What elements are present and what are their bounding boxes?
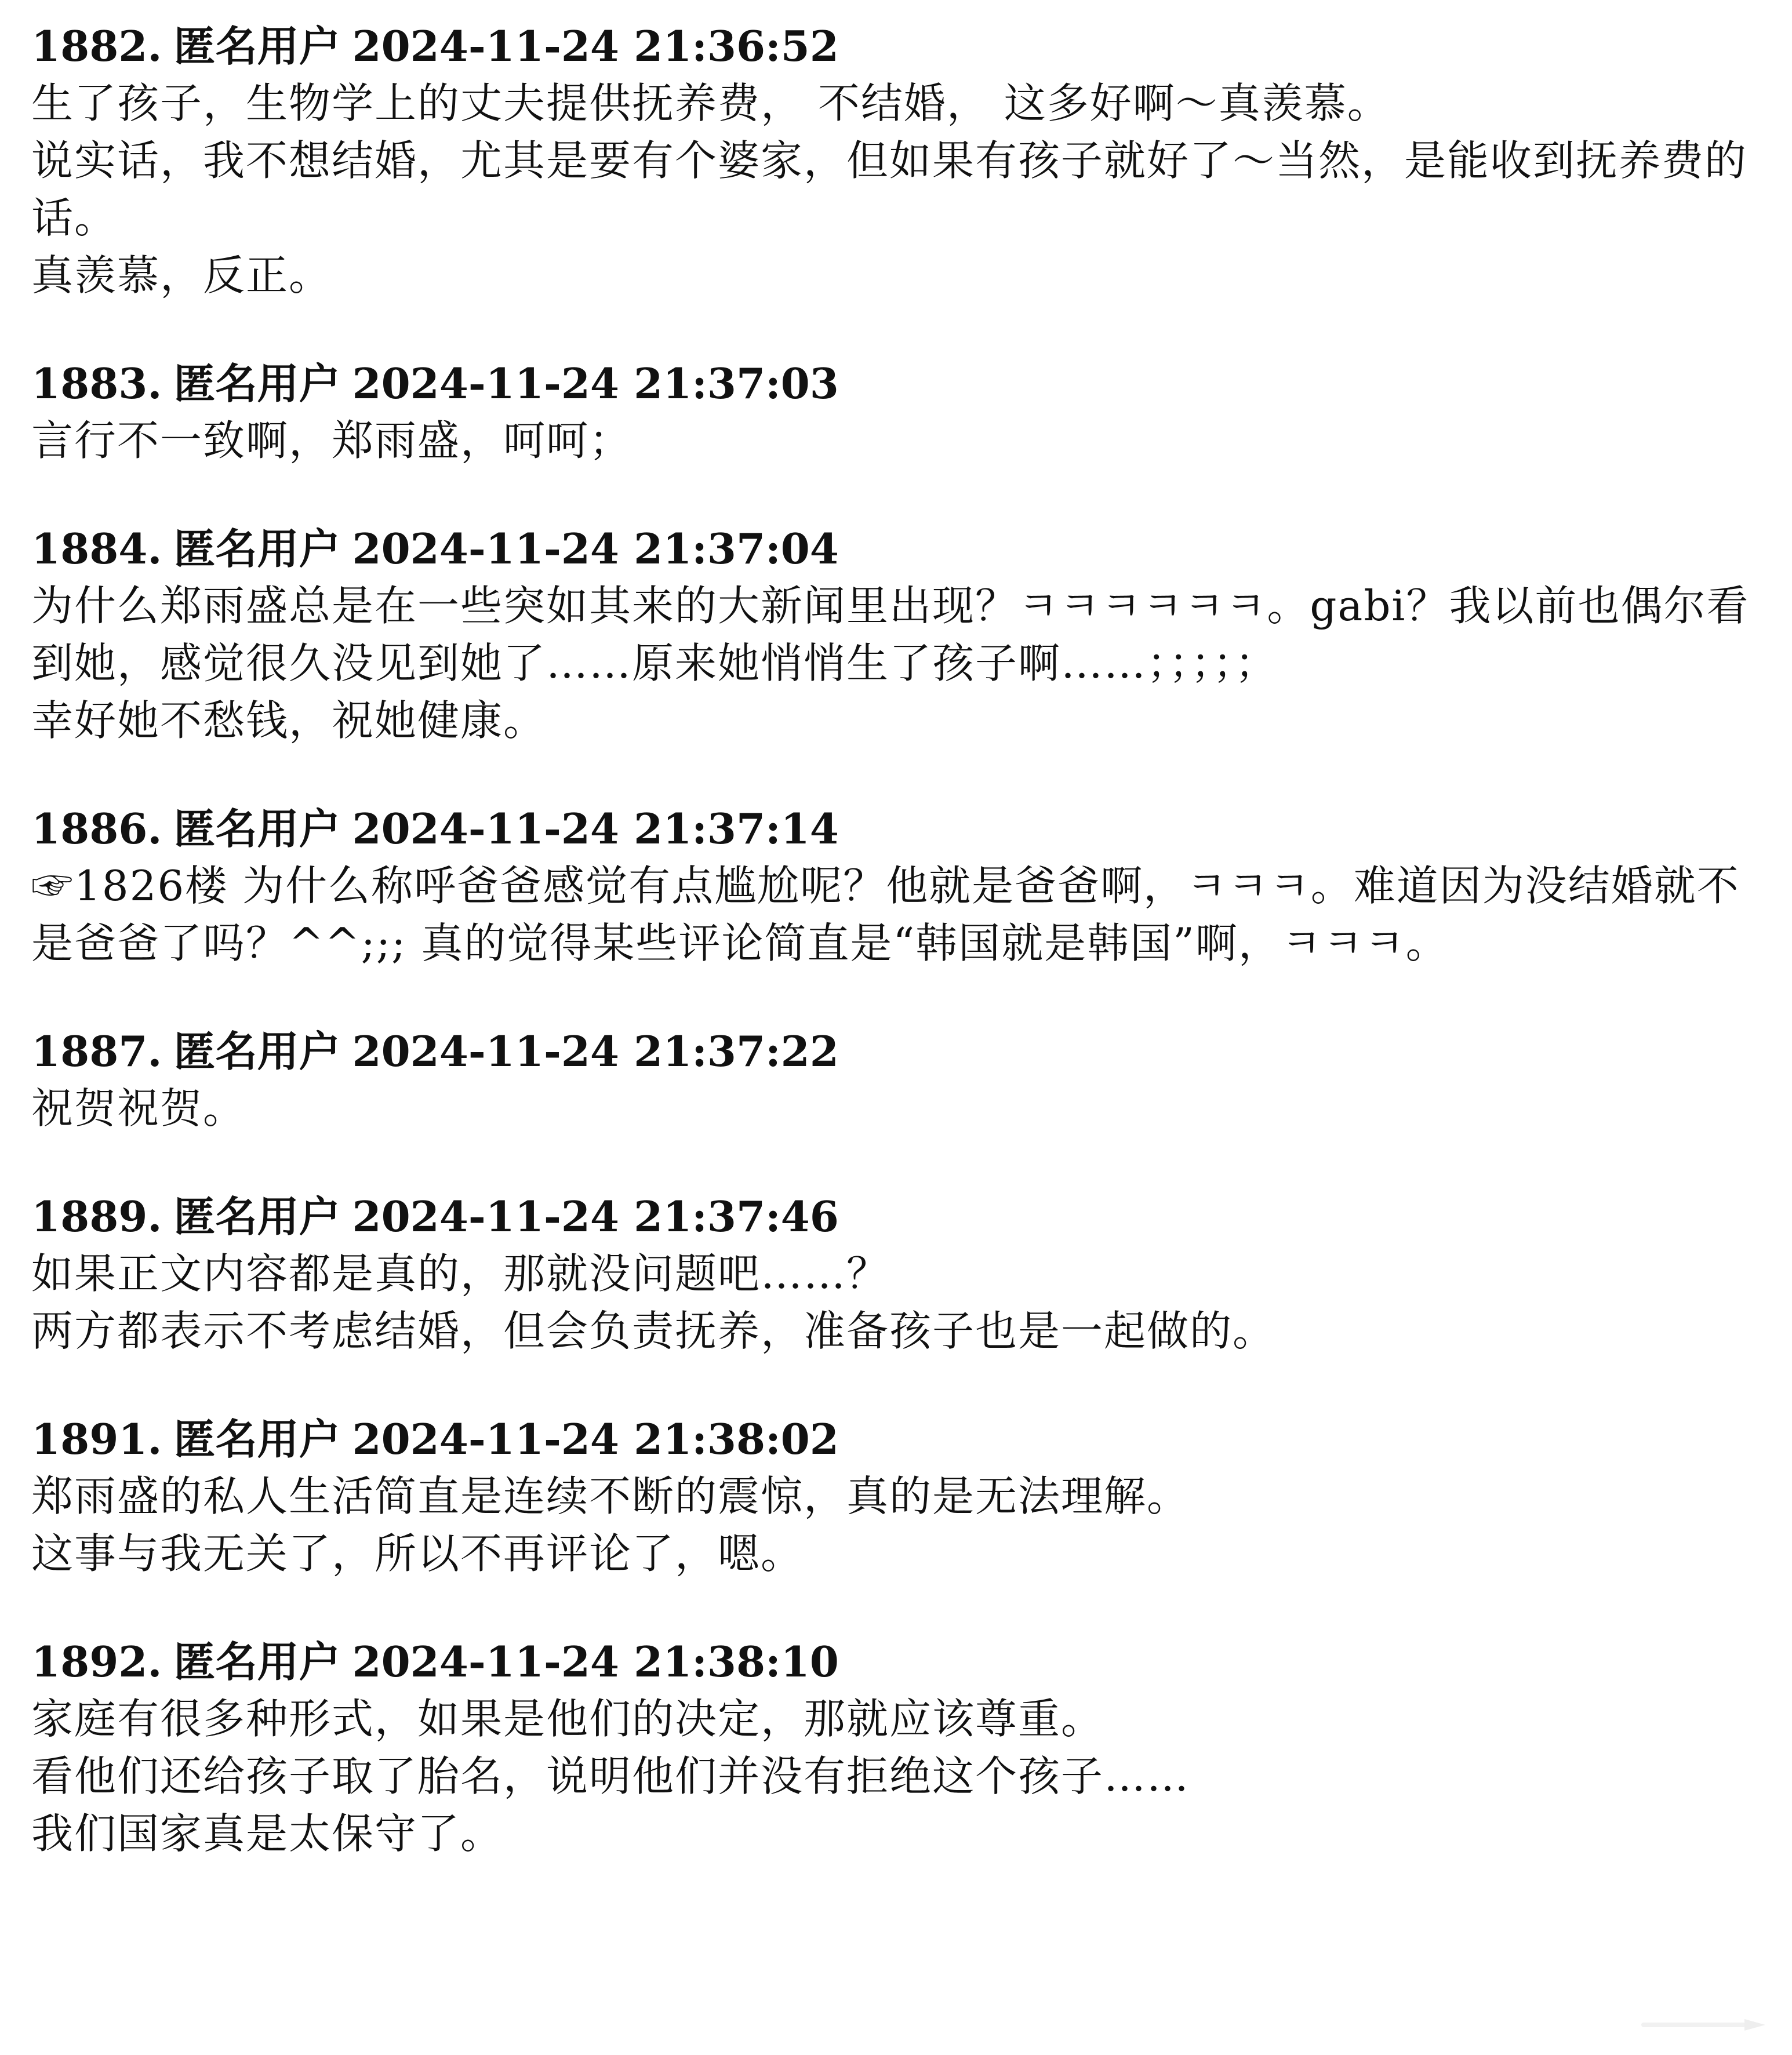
- comment-text-line: 言行不一致啊，郑雨盛，呵呵；: [31, 416, 633, 465]
- comment-timestamp: 2024-11-24 21:38:02: [352, 1414, 839, 1464]
- comment-header: [31, 1023, 1771, 1080]
- comment-list: [31, 17, 1771, 1913]
- comment-text-line: 说实话，我不想结婚，尤其是要有个婆家，但如果有孩子就好了～当然，是能收到抚养费的话。: [31, 136, 1748, 242]
- comment-block: [31, 17, 1771, 304]
- comment-header: [31, 17, 1771, 75]
- comment-block: [31, 355, 1771, 470]
- comment-block: [31, 1633, 1771, 1863]
- comment-user: 匿名用户: [173, 524, 341, 573]
- comment-text-line: 如果正文内容都是真的，那就没问题吧……？: [31, 1249, 890, 1298]
- comment-user: 匿名用户: [173, 21, 341, 71]
- comment-block: [31, 1410, 1771, 1583]
- comment-timestamp: 2024-11-24 21:37:46: [352, 1192, 839, 1241]
- comment-text-line: 这事与我无关了，所以不再评论了，嗯。: [31, 1529, 804, 1578]
- comment-header: [31, 520, 1771, 577]
- comment-text-line: 两方都表示不考虑结婚，但会负责抚养，准备孩子也是一起做的。: [31, 1307, 1276, 1355]
- comment-number: 1887.: [31, 1027, 162, 1076]
- comment-timestamp: 2024-11-24 21:38:10: [352, 1637, 839, 1686]
- comment-user: 匿名用户: [173, 1637, 341, 1686]
- comment-number: 1891.: [31, 1414, 162, 1464]
- comment-block: [31, 520, 1771, 750]
- comment-text-line: 郑雨盛的私人生活简直是连续不断的震惊，真的是无法理解。: [31, 1472, 1190, 1521]
- comment-text-line: 生了孩子，生物学上的丈夫提供抚养费， 不结婚， 这多好啊～真羡慕。: [31, 79, 1390, 128]
- comment-number: 1886.: [31, 804, 162, 853]
- watermark-icon: [1641, 2017, 1769, 2033]
- comment-user: 匿名用户: [173, 1192, 341, 1241]
- comment-user: 匿名用户: [173, 804, 341, 853]
- comment-block: [31, 800, 1771, 972]
- comment-text-line: 家庭有很多种形式，如果是他们的决定，那就应该尊重。: [31, 1694, 1104, 1743]
- comment-text-line: 真羡慕，反正。: [31, 251, 332, 300]
- comment-text-line: ☞1826楼 为什么称呼爸爸感觉有点尴尬呢？他就是爸爸啊，ㅋㅋㅋ。难道因为没结婚就不是爸爸了吗？^^;;; 真的觉得某些评论简直是“韩国就是韩国”啊，ㅋㅋㅋ。: [31, 861, 1740, 968]
- comment-header: [31, 1188, 1771, 1245]
- comment-text-line: 幸好她不愁钱，祝她健康。: [31, 696, 547, 745]
- comment-number: 1882.: [31, 21, 162, 71]
- comment-header: [31, 800, 1771, 857]
- comment-number: 1892.: [31, 1637, 162, 1686]
- comment-text-line: 祝贺祝贺。: [31, 1084, 246, 1133]
- comment-user: 匿名用户: [173, 1027, 341, 1076]
- comment-timestamp: 2024-11-24 21:36:52: [352, 21, 839, 71]
- comment-header: [31, 355, 1771, 412]
- comment-text-line: 我们国家真是太保守了。: [31, 1809, 504, 1858]
- comment-user: 匿名用户: [173, 1414, 341, 1464]
- comment-timestamp: 2024-11-24 21:37:03: [352, 359, 839, 408]
- comment-timestamp: 2024-11-24 21:37:14: [352, 804, 839, 853]
- comment-user: 匿名用户: [173, 359, 341, 408]
- comment-block: [31, 1188, 1771, 1360]
- comment-number: 1889.: [31, 1192, 162, 1241]
- comment-header: [31, 1633, 1771, 1690]
- comment-block: [31, 1023, 1771, 1137]
- comment-number: 1883.: [31, 359, 162, 408]
- comment-text-line: 为什么郑雨盛总是在一些突如其来的大新闻里出现？ㅋㅋㅋㅋㅋㅋ。gabi？我以前也偶尔看到她，感觉很久没见到她了……原来她悄悄生了孩子啊……；；；；；: [31, 581, 1750, 688]
- comment-timestamp: 2024-11-24 21:37:22: [352, 1027, 839, 1076]
- comment-text-line: 看他们还给孩子取了胎名，说明他们并没有拒绝这个孩子……: [31, 1752, 1190, 1801]
- comment-header: [31, 1410, 1771, 1468]
- comment-number: 1884.: [31, 524, 162, 573]
- comment-timestamp: 2024-11-24 21:37:04: [352, 524, 839, 573]
